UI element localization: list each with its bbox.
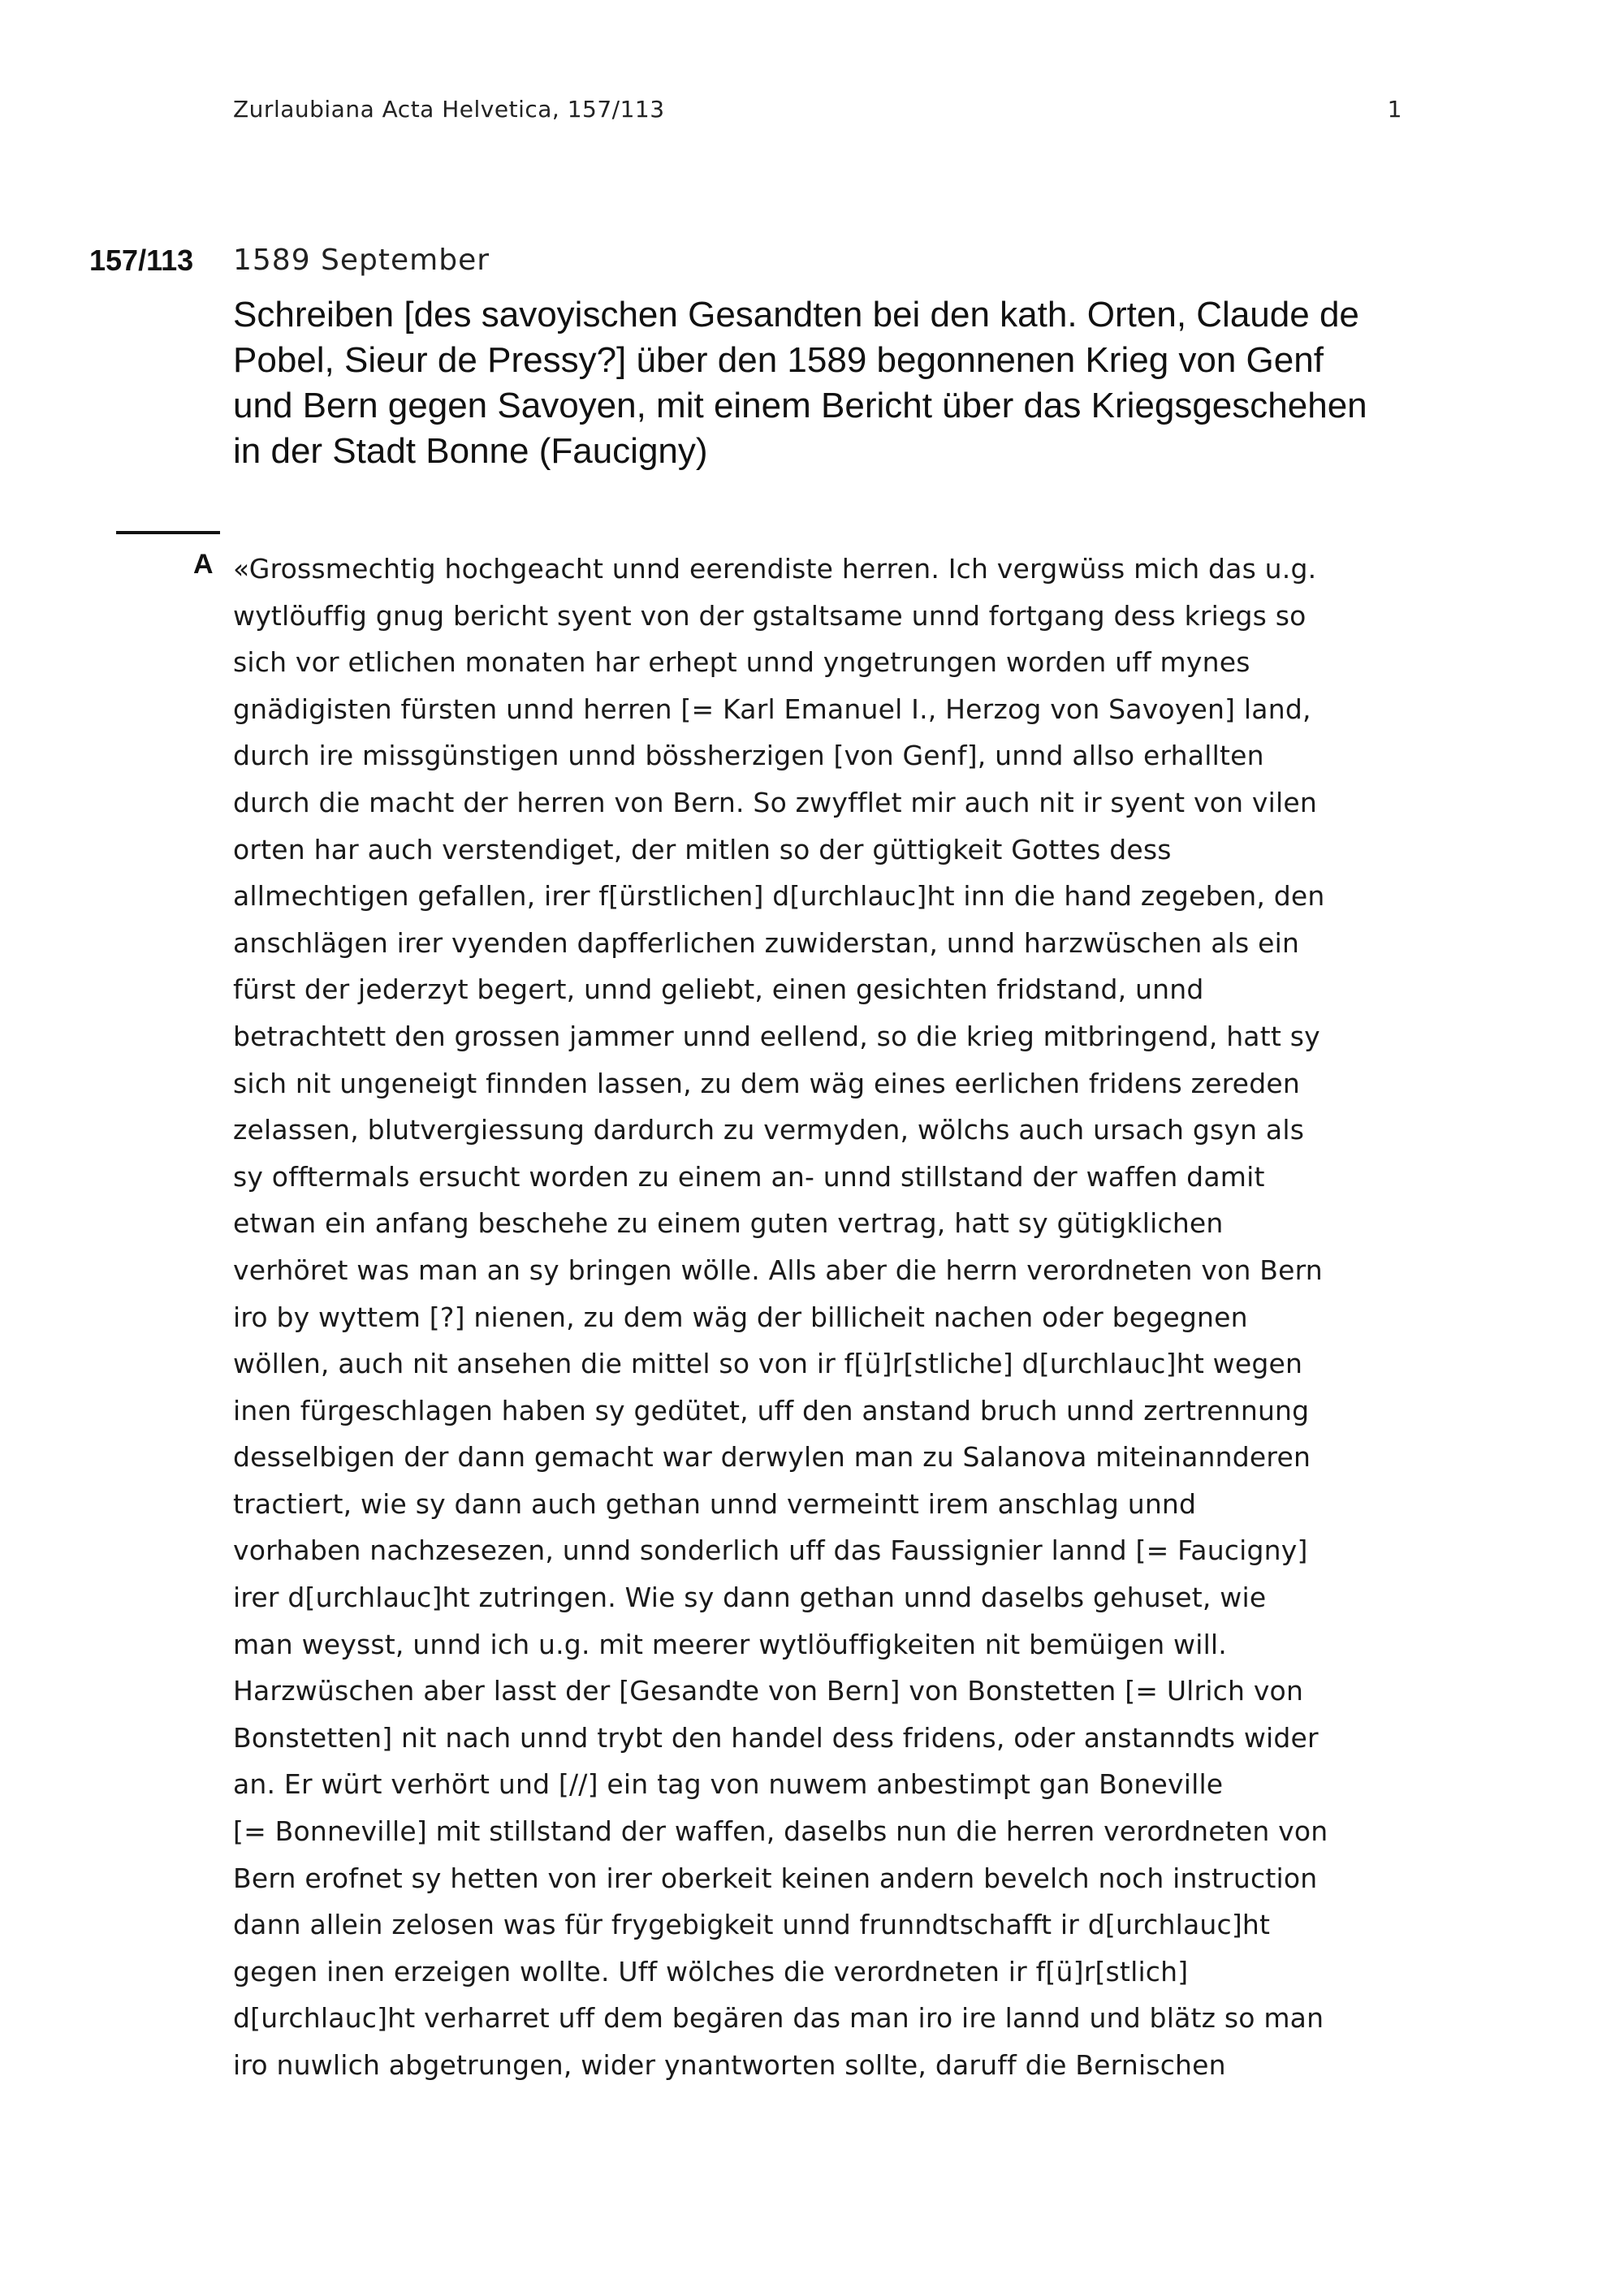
transcription-line: d[urchlauc]ht verharret uff dem begären das man iro ire lannd und blätz so man [233,2002,1324,2035]
section-letter: A [193,549,214,580]
transcription-line: iro by wyttem [?] nienen, zu dem wäg der billicheit nachen oder begegnen [233,1301,1248,1333]
transcription-line: dann allein zelosen was für frygebigkeit unnd frunndtschafft ir d[urchlauc]ht [233,1909,1271,1941]
transcription-line: an. Er würt verhört und [//] ein tag von nuwem anbestimpt gan Boneville [233,1768,1224,1801]
transcription-line: iro nuwlich abgetrungen, wider ynantworten sollte, daruff die Bernischen [233,2049,1226,2081]
transcription-line: tractiert, wie sy dann auch gethan unnd vermeintt irem anschlag unnd [233,1487,1197,1520]
transcription-line: gegen inen erzeigen wollte. Uff wölches die verordneten ir f[ü]r[stlich] [233,1955,1189,1987]
transcription-line: anschlägen irer vyenden dapfferlichen zuwiderstan, unnd harzwüschen als ein [233,926,1300,959]
running-header [233,96,1402,128]
transcription-line: inen fürgeschlagen haben sy gedütet, uff den anstand bruch unnd zertrennung [233,1394,1310,1426]
transcription-line: verhöret was man an sy bringen wölle. Alls aber die herrn verordneten von Bern [233,1254,1323,1286]
transcription-line: sy offtermals ersucht worden zu einem an- unnd stillstand der waffen damit [233,1160,1265,1193]
transcription-line: Bern erofnet sy hetten von irer oberkeit keinen andern bevelch noch instruction [233,1862,1318,1894]
transcription-text [233,546,1402,2089]
transcription-line: allmechtigen gefallen, irer f[ürstlichen] d[urchlauc]ht inn die hand zegeben, den [233,880,1325,913]
transcription-line: zelassen, blutvergiessung dardurch zu vermyden, wölchs auch ursach gsyn als [233,1114,1305,1146]
section-divider-rule [116,531,220,534]
transcription-line: gnädigisten fürsten unnd herren [= Karl Emanuel I., Herzog von Savoyen] land, [233,693,1311,725]
transcription-line: [= Bonneville] mit stillstand der waffen, daselbs nun die herren verordneten von [233,1815,1328,1848]
transcription-line: «Grossmechtig hochgeacht unnd eerendiste herren. Ich vergwüss mich das u.g. [233,553,1317,585]
transcription-line: Harzwüschen aber lasst der [Gesandte von Bern] von Bonstetten [= Ulrich von [233,1675,1304,1707]
transcription-line: durch die macht der herren von Bern. So zwyfflet mir auch nit ir syent von vilen [233,786,1318,818]
transcription-line: etwan ein anfang beschehe zu einem guten vertrag, hatt sy gütigklichen [233,1207,1224,1240]
transcription-line: Bonstetten] nit nach unnd trybt den handel dess fridens, oder anstanndts wider [233,1721,1319,1754]
transcription-line: man weysst, unnd ich u.g. mit meerer wytlöuffigkeiten nit bemüigen will. [233,1628,1227,1660]
transcription-line: durch ire missgünstigen unnd bössherzigen [von Genf], unnd allso erhallten [233,740,1264,772]
entry-date: 1589 September [233,244,490,277]
transcription-line: desselbigen der dann gemacht war derwylen man zu Salanova miteinannderen [233,1441,1311,1474]
transcription-line: fürst der jederzyt begert, unnd geliebt, einen gesichten fridstand, unnd [233,973,1204,1006]
page-number: 1 [1387,96,1402,123]
running-header-title: Zurlaubiana Acta Helvetica, 157/113 [233,96,665,123]
transcription-line: wytlöuffig gnug bericht syent von der gstaltsame unnd fortgang dess kriegs so [233,599,1307,632]
transcription-line: irer d[urchlauc]ht zutringen. Wie sy dann gethan unnd daselbs gehuset, wie [233,1582,1267,1614]
transcription-line: sich vor etlichen monaten har erhept unnd yngetrungen worden uff mynes [233,646,1250,679]
transcription-line: wöllen, auch nit ansehen die mittel so von ir f[ü]r[stliche] d[urchlauc]ht wegen [233,1348,1303,1380]
entry-number: 157/113 [89,244,194,277]
transcription-line: sich nit ungeneigt finnden lassen, zu dem wäg eines eerlichen fridens zereden [233,1067,1300,1099]
transcription-line: betrachtett den grossen jammer unnd eellend, so die krieg mitbringend, hatt sy [233,1020,1320,1052]
transcription-line: vorhaben nachzesezen, unnd sonderlich uff das Faussignier lannd [= Faucigny] [233,1534,1308,1567]
entry-summary: Schreiben [des savoyischen Gesandten bei den kath. Orten, Claude de Pobel, Sieur de Pressy?] über den 1589 begonnenen Krieg von Genf und Bern gegen Savoyen, mit einem Bericht über das Kriegsgeschehen in der Stadt Bonne (Faucigny) [233,295,1367,471]
transcription-line: orten har auch verstendiget, der mitlen so der güttigkeit Gottes dess [233,833,1172,865]
